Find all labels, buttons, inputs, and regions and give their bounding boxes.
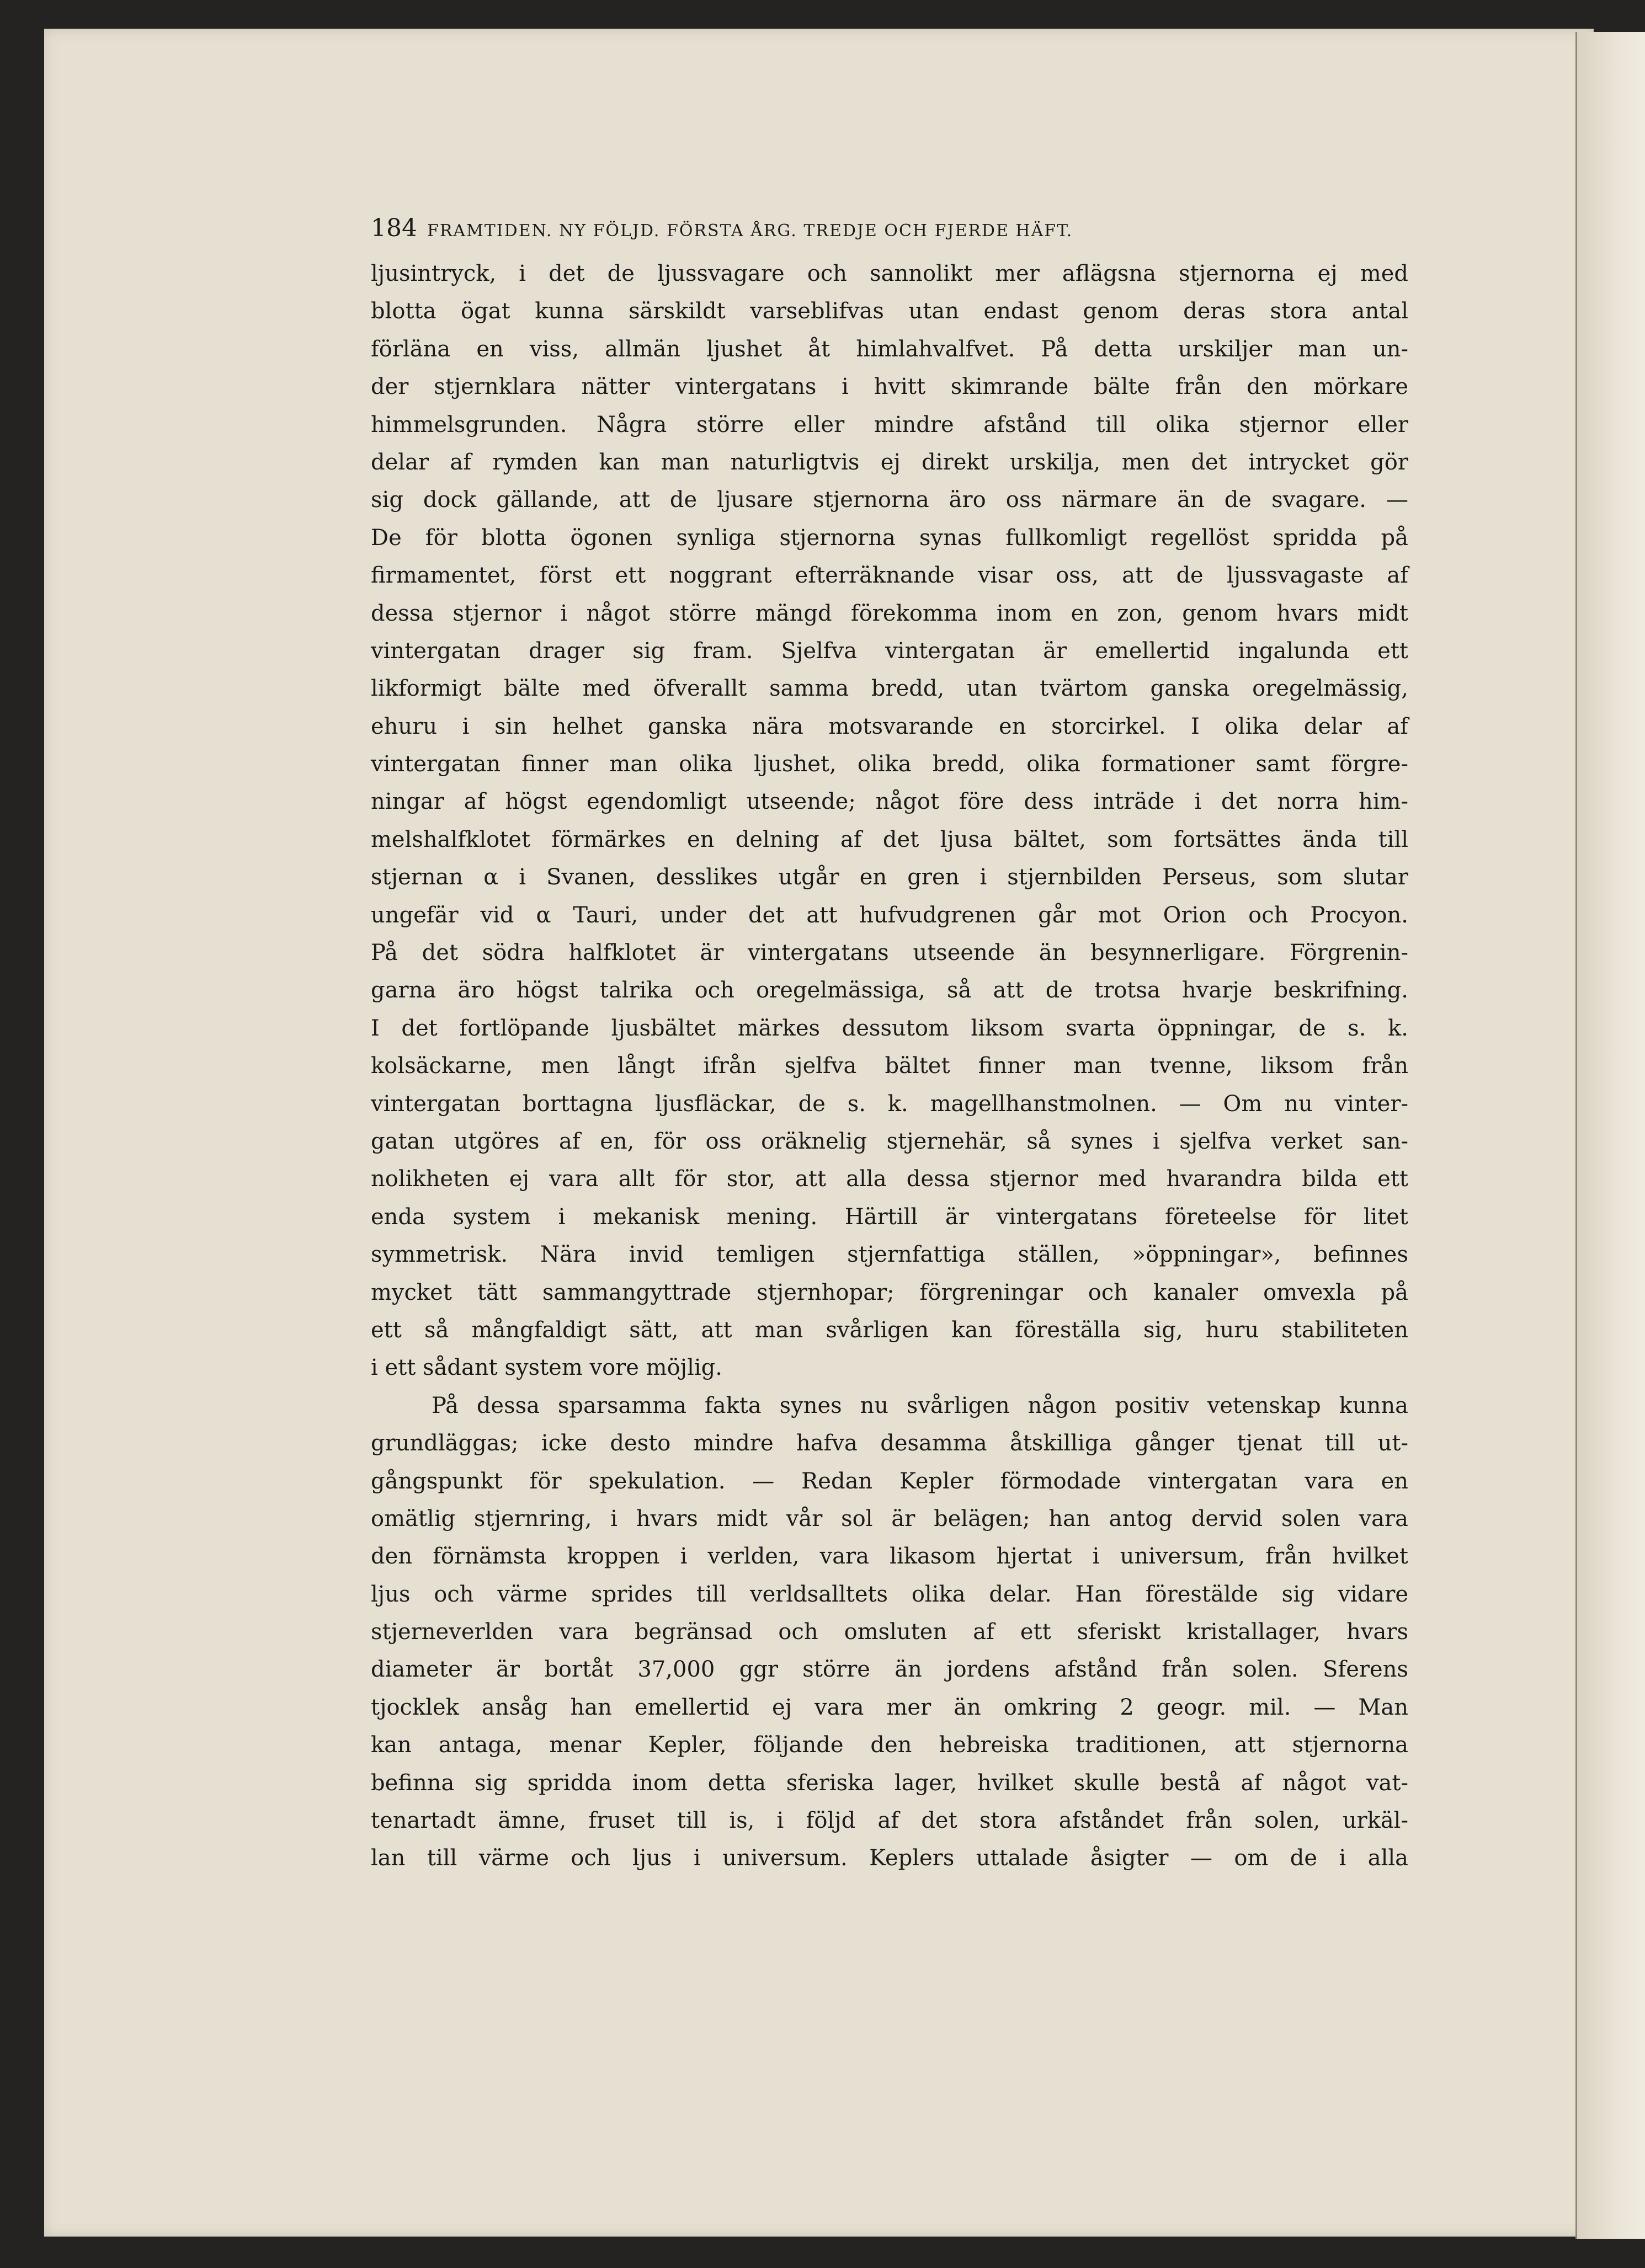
text-line: ljus och värme sprides till verldsalltets olika delar. Han förestälde sig vidare xyxy=(371,1581,1408,1607)
running-head xyxy=(371,214,1408,250)
text-line: i ett sådant system vore möjlig. xyxy=(371,1355,722,1381)
text-line: gångspunkt för spekulation. — Redan Kepler förmodade vintergatan vara en xyxy=(371,1468,1408,1494)
next-page-edge xyxy=(1575,32,1645,2239)
text-line: ehuru i sin helhet ganska nära motsvarande en storcirkel. I olika delar af xyxy=(371,713,1408,739)
text-line: nolikheten ej vara allt för stor, att alla dessa stjernor med hvarandra bilda ett xyxy=(371,1166,1408,1192)
text-line: vintergatan finner man olika ljushet, olika bredd, olika formationer samt förgre- xyxy=(371,751,1408,777)
text-line: sig dock gällande, att de ljusare stjernorna äro oss närmare än de svagare. — xyxy=(371,487,1408,513)
text-line: enda system i mekanisk mening. Härtill är vintergatans företeelse för litet xyxy=(371,1204,1408,1230)
text-line: mycket tätt sammangyttrade stjernhopar; förgreningar och kanaler omvexla på xyxy=(371,1279,1408,1305)
page-number: 184 xyxy=(371,214,417,242)
text-line: likformigt bälte med öfverallt samma bredd, utan tvärtom ganska oregelmässig, xyxy=(371,676,1408,702)
text-line: I det fortlöpande ljusbältet märkes dessutom liksom svarta öppningar, de s. k. xyxy=(371,1015,1408,1041)
text-line: grundläggas; icke desto mindre hafva desamma åtskilliga gånger tjenat till ut- xyxy=(371,1431,1408,1456)
text-line: stjerneverlden vara begränsad och omsluten af ett sferiskt kristallager, hvars xyxy=(371,1619,1408,1645)
text-line: ett så mångfaldigt sätt, att man svårligen kan föreställa sig, huru stabiliteten xyxy=(371,1317,1408,1343)
text-line: vintergatan borttagna ljusfläckar, de s. k. magellhanstmolnen. — Om nu vinter- xyxy=(371,1091,1408,1117)
paragraph-2 xyxy=(371,1387,1408,1877)
text-line: omätlig stjernring, i hvars midt vår sol är belägen; han antog dervid solen vara xyxy=(371,1506,1408,1531)
text-line: ningar af högst egendomligt utseende; något före dess inträde i det norra him- xyxy=(371,789,1408,815)
text-line: den förnämsta kroppen i verlden, vara likasom hjertat i universum, från hvilket xyxy=(371,1544,1408,1570)
text-line: delar af rymden kan man naturligtvis ej direkt urskilja, men det intrycket gör xyxy=(371,449,1408,475)
text-line: tjocklek ansåg han emellertid ej vara mer än omkring 2 geogr. mil. — Man xyxy=(371,1694,1408,1720)
paragraph-1 xyxy=(371,255,1408,1387)
text-line: symmetrisk. Nära invid temligen stjernfattiga ställen, »öppningar», befinnes xyxy=(371,1242,1408,1268)
text-line: De för blotta ögonen synliga stjernorna synas fullkomligt regellöst spridda på xyxy=(371,525,1408,551)
text-line: ljusintryck, i det de ljussvagare och sannolikt mer aflägsna stjernorna ej med xyxy=(371,261,1408,286)
text-line: blotta ögat kunna särskildt varseblifvas utan endast genom deras stora antal xyxy=(371,298,1408,324)
text-line: På dessa sparsamma fakta synes nu svårligen någon positiv vetenskap kunna xyxy=(432,1392,1408,1418)
text-line: firmamentet, först ett noggrant efterräknande visar oss, att de ljussvagaste af xyxy=(371,563,1408,589)
text-line: melshalfklotet förmärkes en delning af det ljusa bältet, som fortsättes ända till xyxy=(371,826,1408,852)
text-line: gatan utgöres af en, för oss oräknelig stjernehär, så synes i sjelfva verket san- xyxy=(371,1128,1408,1154)
text-line: lan till värme och ljus i universum. Keplers uttalade åsigter — om de i alla xyxy=(371,1845,1408,1871)
text-line: der stjernklara nätter vintergatans i hvitt skimrande bälte från den mörkare xyxy=(371,374,1408,400)
text-line: diameter är bortåt 37,000 ggr större än jordens afstånd från solen. Sferens xyxy=(371,1657,1408,1683)
text-line: himmelsgrunden. Några större eller mindre afstånd till olika stjernor eller xyxy=(371,412,1408,437)
text-line: förläna en viss, allmän ljushet åt himlahvalfvet. På detta urskiljer man un- xyxy=(371,336,1408,362)
page-text xyxy=(371,214,1408,1877)
text-line: kan antaga, menar Kepler, följande den hebreiska traditionen, att stjernorna xyxy=(371,1732,1408,1758)
text-line: garna äro högst talrika och oregelmässiga, så att de trotsa hvarje beskrifning. xyxy=(371,978,1408,1004)
text-line: vintergatan drager sig fram. Sjelfva vintergatan är emellertid ingalunda ett xyxy=(371,638,1408,664)
text-line: ungefär vid α Tauri, under det att hufvudgrenen går mot Orion och Procyon. xyxy=(371,902,1408,928)
text-line: stjernan α i Svanen, desslikes utgår en gren i stjernbilden Perseus, som slutar xyxy=(371,864,1408,890)
text-line: På det södra halfklotet är vintergatans utseende än besynnerligare. Förgrenin- xyxy=(371,940,1408,966)
text-line: tenartadt ämne, fruset till is, i följd af det stora afståndet från solen, urkäl- xyxy=(371,1808,1408,1834)
text-line: dessa stjernor i något större mängd förekomma inom en zon, genom hvars midt xyxy=(371,600,1408,626)
text-line: kolsäckarne, men långt ifrån sjelfva bältet finner man tvenne, liksom från xyxy=(371,1053,1408,1079)
text-line: befinna sig spridda inom detta sferiska lager, hvilket skulle bestå af något vat- xyxy=(371,1770,1408,1796)
running-head-title: FRAMTIDEN. NY FÖLJD. FÖRSTA ÅRG. TREDJE OCH FJERDE HÄFT. xyxy=(427,221,1073,241)
